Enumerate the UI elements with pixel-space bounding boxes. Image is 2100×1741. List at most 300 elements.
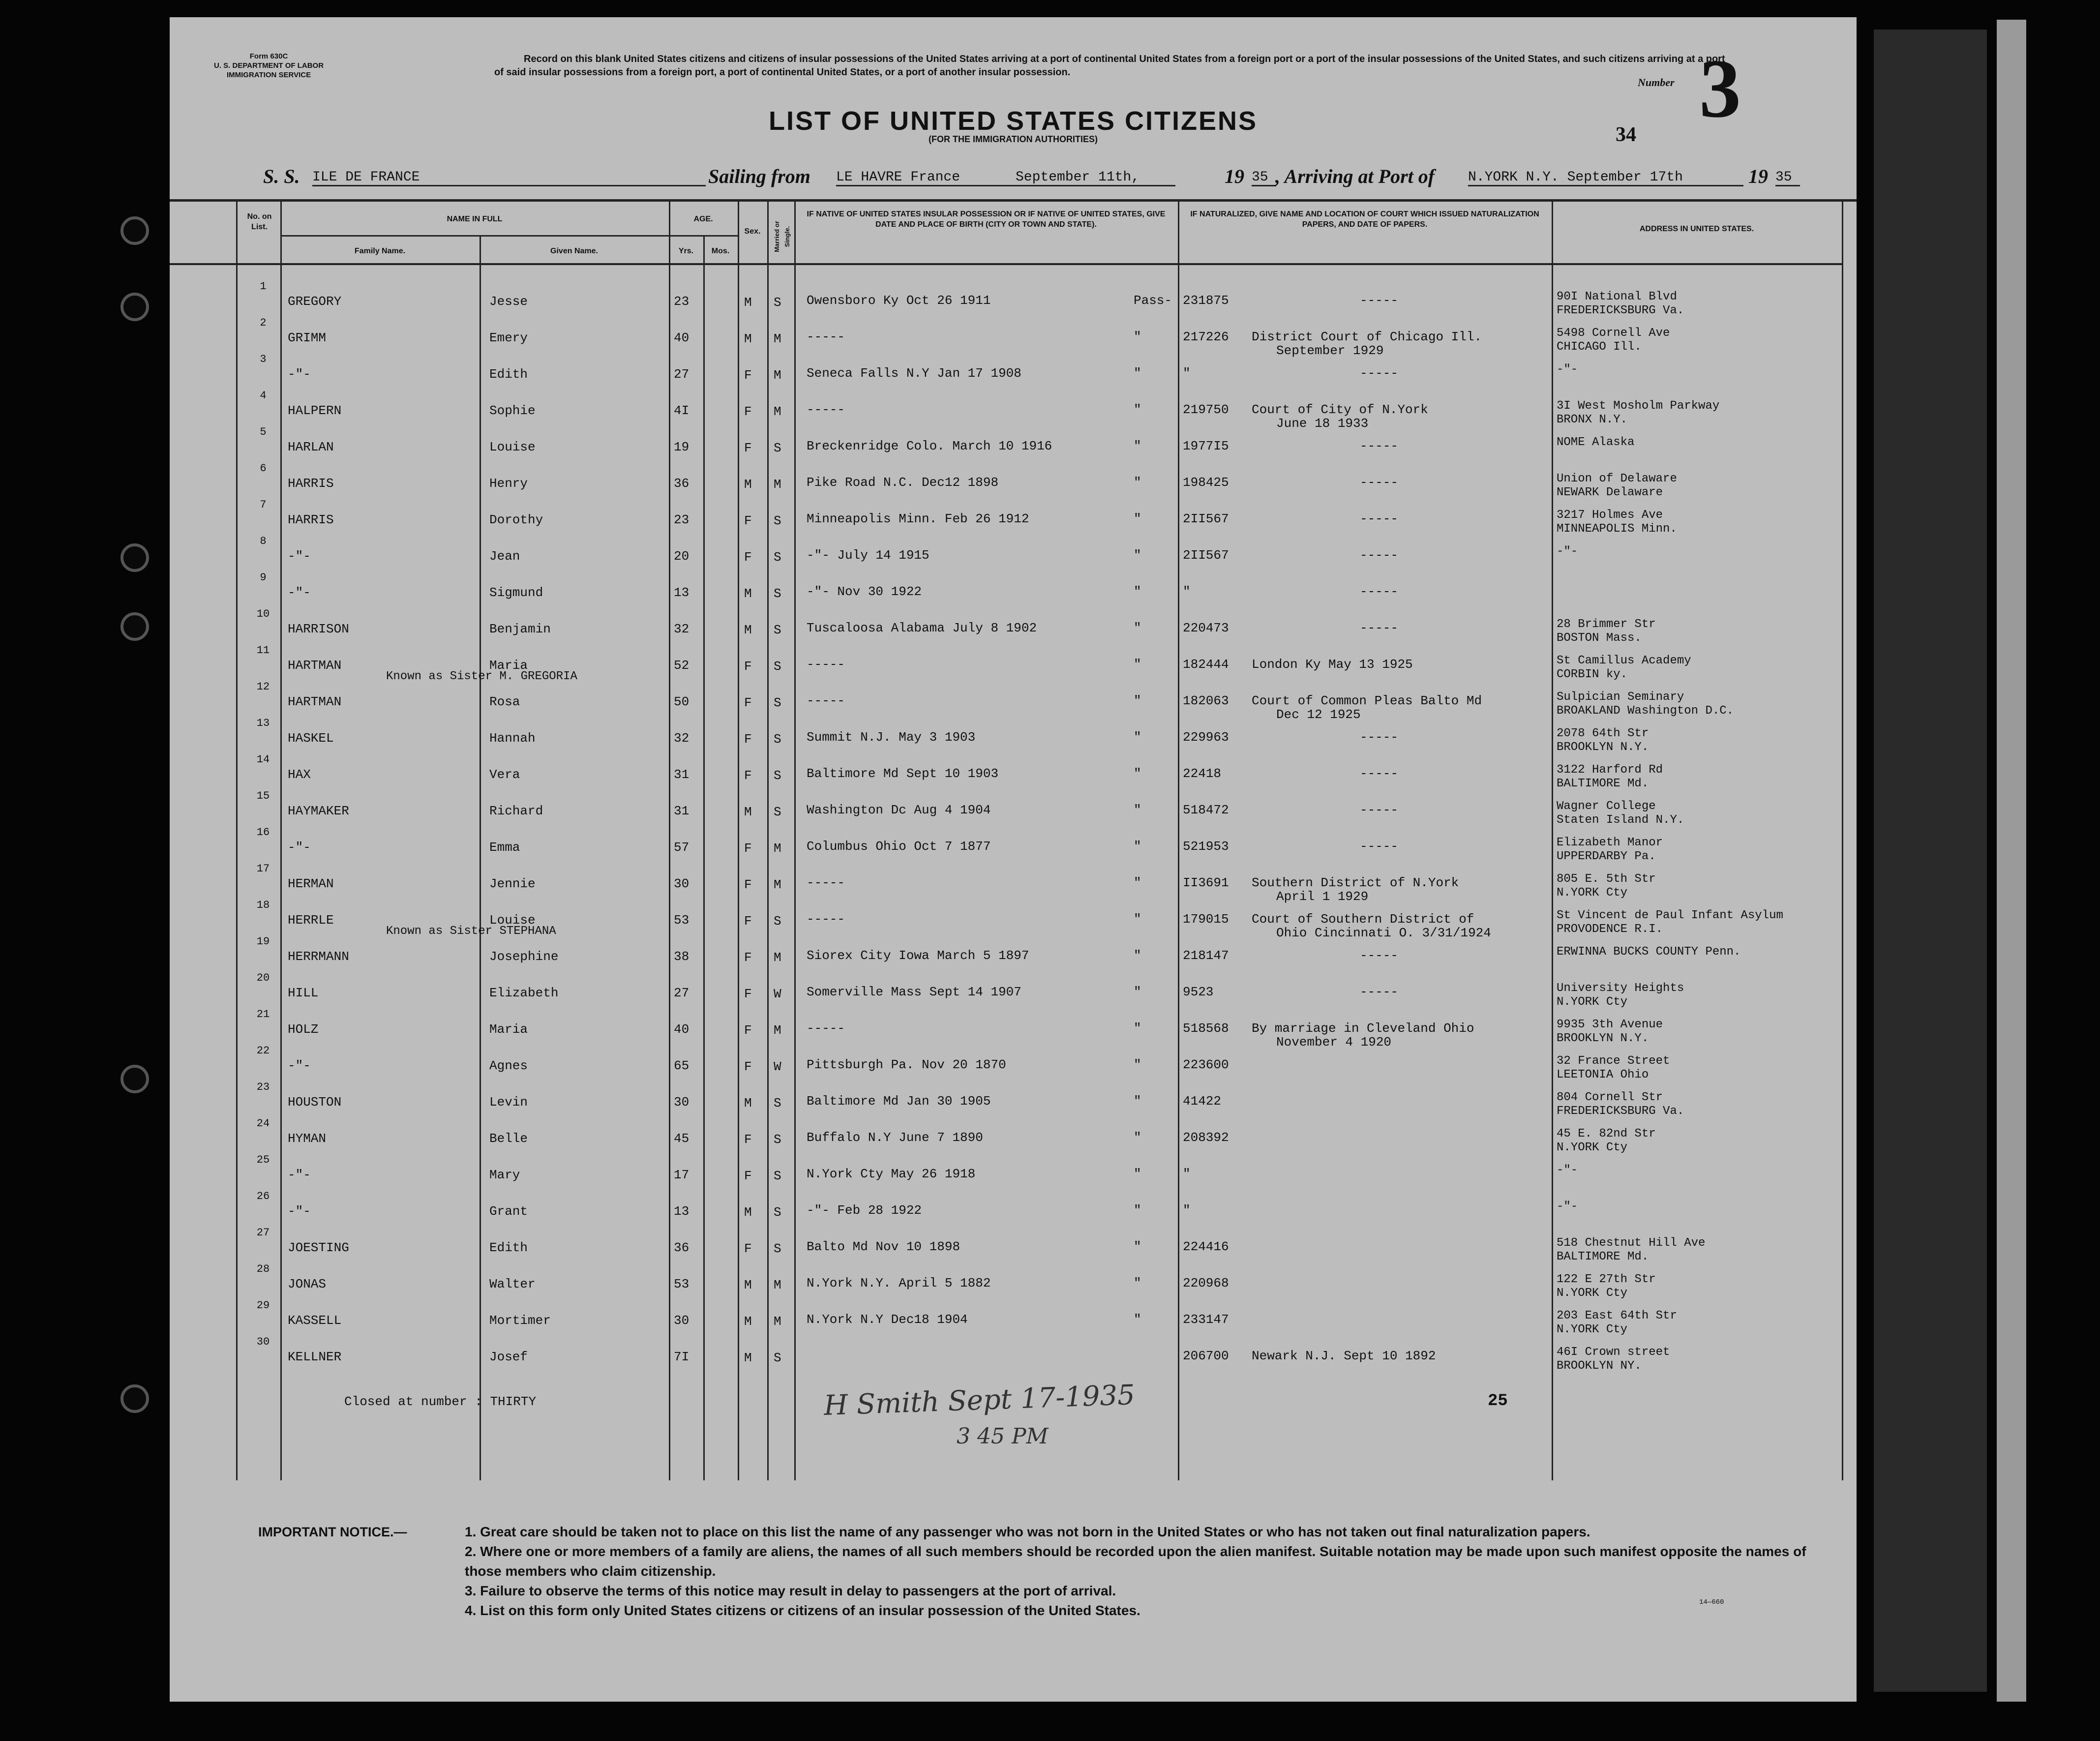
year-prefix: 19 <box>1748 165 1768 187</box>
court-details: London Ky May 13 1925 <box>1252 657 1413 672</box>
given-name: Richard <box>489 804 543 818</box>
table-row <box>170 1081 1857 1117</box>
row-number: 10 <box>256 608 270 620</box>
address-line1: 32 France Street <box>1557 1054 1670 1068</box>
address-line1: 804 Cornell Str <box>1557 1091 1663 1104</box>
court-details: ----- <box>1360 548 1399 563</box>
age-years: 4I <box>674 403 690 418</box>
family-name: -"- <box>288 549 311 564</box>
address-line2: BOSTON Mass. <box>1557 631 1642 645</box>
table-row <box>170 717 1857 753</box>
address-line1: Union of Delaware <box>1557 472 1677 485</box>
given-name: Maria <box>489 658 528 673</box>
footer-code: 14—660 <box>1699 1598 1724 1606</box>
married-single: M <box>774 841 781 856</box>
row-number: 7 <box>260 499 267 511</box>
table-row <box>170 1008 1857 1050</box>
notice-item: 1. Great care should be taken not to place on this list the name of any passenger who was not born in the United States or who has not taken out final naturalization papers. <box>465 1524 1590 1539</box>
address-line1: Wagner College <box>1557 800 1656 813</box>
punch-hole <box>120 612 149 641</box>
family-name: HARRIS <box>288 476 334 491</box>
row-number: 30 <box>256 1336 270 1348</box>
given-name: Mary <box>489 1168 520 1182</box>
age-years: 23 <box>674 294 690 309</box>
passport-mark: " <box>1134 511 1141 526</box>
page-number: 34 <box>1616 123 1636 146</box>
married-single: S <box>774 586 781 601</box>
row-number: 25 <box>256 1154 270 1166</box>
address-line1: 90I National Blvd <box>1557 290 1677 303</box>
court-details: Court of City of N.York <box>1252 402 1428 417</box>
table-row <box>170 1263 1857 1299</box>
family-name: HARRISON <box>288 622 349 636</box>
birthplace-date: ----- <box>807 402 845 417</box>
passport-mark: " <box>1134 1239 1141 1254</box>
birthplace-date: ----- <box>807 912 845 927</box>
sex: F <box>744 914 752 929</box>
age-years: 27 <box>674 986 690 1000</box>
married-single: S <box>774 1132 781 1147</box>
header-address: ADDRESS IN UNITED STATES. <box>1639 225 1754 233</box>
court-details-line2: April 1 1929 <box>1276 889 1369 904</box>
given-name: Jennie <box>489 876 536 891</box>
address-line2: BROOKLYN N.Y. <box>1557 1032 1649 1045</box>
important-notice <box>258 1522 1842 1621</box>
naturalization-number: 182063 <box>1183 693 1229 708</box>
address-line1: 518 Chestnut Hill Ave <box>1557 1236 1706 1250</box>
given-name: Grant <box>489 1204 528 1219</box>
family-name: HERRLE <box>288 913 334 928</box>
given-name: Edith <box>489 367 528 382</box>
birthplace-date: Washington Dc Aug 4 1904 <box>807 803 991 817</box>
age-years: 36 <box>674 1240 690 1255</box>
sex: M <box>744 477 752 492</box>
table-row <box>170 681 1857 722</box>
passport-mark: " <box>1134 803 1141 817</box>
sex: M <box>744 805 752 819</box>
married-single: W <box>774 987 781 1001</box>
known-as: Known as Sister M. GREGORIA <box>386 670 577 683</box>
married-single: S <box>774 1351 781 1365</box>
address-line1: -"- <box>1557 363 1578 376</box>
row-number: 4 <box>260 390 267 402</box>
birthplace-date: Minneapolis Minn. Feb 26 1912 <box>807 511 1029 526</box>
table-row <box>170 899 1857 940</box>
sex: M <box>744 295 752 310</box>
family-name: HALPERN <box>288 403 342 418</box>
known-as: Known as Sister STEPHANA <box>386 925 556 938</box>
naturalization-number: 217226 <box>1183 330 1229 344</box>
address-line2: N.YORK Cty <box>1557 1323 1628 1336</box>
passport-mark: " <box>1134 621 1141 635</box>
address-line2: Staten Island N.Y. <box>1557 813 1684 827</box>
naturalization-number: 223600 <box>1183 1057 1229 1072</box>
address-line2: N.YORK Cty <box>1557 995 1628 1009</box>
married-single: S <box>774 550 781 565</box>
naturalization-number: " <box>1183 1203 1191 1218</box>
sex: F <box>744 987 752 1001</box>
married-single: M <box>774 331 781 346</box>
naturalization-number: " <box>1183 366 1191 381</box>
naturalization-number: 518472 <box>1183 803 1229 817</box>
header-given: Given Name. <box>550 247 598 255</box>
court-details: Southern District of N.York <box>1252 875 1459 890</box>
scanner-edge-light <box>1997 20 2026 1702</box>
address-line1: NOME Alaska <box>1557 436 1635 449</box>
address-line1: 2078 64th Str <box>1557 727 1649 740</box>
family-name: GRIMM <box>288 330 327 345</box>
passport-mark: " <box>1134 657 1141 672</box>
birthplace-date: -"- Feb 28 1922 <box>807 1203 922 1218</box>
birthplace-date: ----- <box>807 693 845 708</box>
court-details: Newark N.J. Sept 10 1892 <box>1252 1349 1436 1363</box>
passport-mark: " <box>1134 766 1141 781</box>
page-subtitle: (FOR THE IMMIGRATION AUTHORITIES) <box>929 134 1098 144</box>
naturalization-number: 208392 <box>1183 1130 1229 1145</box>
birthplace-date: Baltimore Md Jan 30 1905 <box>807 1094 991 1109</box>
naturalization-number: 229963 <box>1183 730 1229 745</box>
table-row <box>170 462 1857 499</box>
court-details: ----- <box>1360 511 1399 526</box>
married-single: S <box>774 1241 781 1256</box>
court-details: ----- <box>1360 293 1399 308</box>
age-years: 32 <box>674 622 690 636</box>
given-name: Maria <box>489 1022 528 1037</box>
form-id-line: Form 630C <box>249 52 288 60</box>
court-details: ----- <box>1360 621 1399 635</box>
age-years: 30 <box>674 1313 690 1328</box>
naturalization-number: 521953 <box>1183 839 1229 854</box>
birthplace-date: Breckenridge Colo. March 10 1916 <box>807 439 1052 453</box>
passport-mark: " <box>1134 1130 1141 1145</box>
year-suffix: 35 <box>1252 170 1276 186</box>
row-number: 9 <box>260 571 267 584</box>
address-line1: -"- <box>1557 545 1578 558</box>
passport-mark: " <box>1134 548 1141 563</box>
table-row <box>170 644 1857 681</box>
row-number: 6 <box>260 462 267 475</box>
address-line2: BROAKLAND Washington D.C. <box>1557 704 1734 718</box>
address-line2: BROOKLYN N.Y. <box>1557 741 1649 754</box>
naturalization-number: 220473 <box>1183 621 1229 635</box>
table-row <box>170 1045 1857 1081</box>
row-number: 28 <box>256 1263 270 1275</box>
given-name: Elizabeth <box>489 986 559 1000</box>
given-name: Agnes <box>489 1058 528 1073</box>
row-number: 14 <box>256 753 270 766</box>
sex: M <box>744 1314 752 1329</box>
court-details: ----- <box>1360 766 1399 781</box>
passport-mark: " <box>1134 584 1141 599</box>
number-label: Number <box>1638 76 1675 89</box>
naturalization-number: 219750 <box>1183 402 1229 417</box>
sailing-label: Sailing from <box>708 165 810 187</box>
naturalization-number: 518568 <box>1183 1021 1229 1036</box>
sex: F <box>744 368 752 383</box>
passport-mark: " <box>1134 1203 1141 1218</box>
sex: M <box>744 331 752 346</box>
row-number: 29 <box>256 1299 270 1312</box>
header-family: Family Name. <box>354 247 406 255</box>
passport-mark: " <box>1134 1167 1141 1181</box>
naturalization-number: 224416 <box>1183 1239 1229 1254</box>
address-line2: N.YORK Cty <box>1557 1141 1628 1154</box>
birthplace-date: Baltimore Md Sept 10 1903 <box>807 766 999 781</box>
manifest-table <box>170 199 1857 1480</box>
naturalization-number: 1977I5 <box>1183 439 1229 453</box>
birthplace-date: Somerville Mass Sept 14 1907 <box>807 985 1021 999</box>
family-name: GREGORY <box>288 294 342 309</box>
married-single: S <box>774 295 781 310</box>
given-name: Dorothy <box>489 512 543 527</box>
notice-item: 4. List on this form only United States citizens or citizens of an insular possession of the United States. <box>465 1603 1140 1618</box>
given-name: Levin <box>489 1095 528 1110</box>
court-details: ----- <box>1360 803 1399 817</box>
court-details: ----- <box>1360 985 1399 999</box>
court-details-line2: Dec 12 1925 <box>1276 707 1361 722</box>
family-name: HAX <box>288 767 311 782</box>
court-details-line2: Ohio Cincinnati O. 3/31/1924 <box>1276 926 1491 940</box>
birthplace-date: N.York Cty May 26 1918 <box>807 1167 976 1181</box>
row-number: 27 <box>256 1227 270 1239</box>
family-name: HARLAN <box>288 440 334 454</box>
address-line1: 5498 Cornell Ave <box>1557 327 1670 340</box>
sex: F <box>744 877 752 892</box>
court-details: District Court of Chicago Ill. <box>1252 330 1482 344</box>
row-number: 12 <box>256 681 270 693</box>
address-line2: NEWARK Delaware <box>1557 486 1663 499</box>
family-name: HILL <box>288 986 319 1000</box>
header-age: AGE. <box>693 215 713 223</box>
header-naturalized: IF NATURALIZED, GIVE NAME AND LOCATION OF COURT WHICH ISSUED NATURALIZATION PAPERS, AND DATE OF PAPERS. <box>1190 210 1539 229</box>
row-number: 8 <box>260 535 267 547</box>
naturalization-number: 220968 <box>1183 1276 1229 1291</box>
birthplace-date: -"- July 14 1915 <box>807 548 930 563</box>
passport-mark: " <box>1134 839 1141 854</box>
birthplace-date: Siorex City Iowa March 5 1897 <box>807 948 1029 963</box>
naturalization-number: 2II567 <box>1183 548 1229 563</box>
court-details: Court of Common Pleas Balto Md <box>1252 693 1482 708</box>
table-row <box>170 499 1857 535</box>
header-married: Married or Single. <box>773 221 791 252</box>
row-number: 24 <box>256 1117 270 1130</box>
sex: F <box>744 1169 752 1183</box>
age-years: 65 <box>674 1058 690 1073</box>
age-years: 52 <box>674 658 690 673</box>
passport-mark: " <box>1134 1276 1141 1291</box>
court-details-line2: June 18 1933 <box>1276 416 1369 431</box>
court-details: Court of Southern District of <box>1252 912 1474 927</box>
married-single: S <box>774 441 781 455</box>
passport-mark: " <box>1134 730 1141 745</box>
address-line2: FREDERICKSBURG Va. <box>1557 1105 1684 1118</box>
sex: M <box>744 623 752 637</box>
row-number: 16 <box>256 826 270 839</box>
sex: F <box>744 1059 752 1074</box>
married-single: S <box>774 1096 781 1111</box>
row-number: 2 <box>260 317 267 329</box>
sex: F <box>744 441 752 455</box>
age-years: 13 <box>674 1204 690 1219</box>
married-single: M <box>774 950 781 965</box>
address-line2: BRONX N.Y. <box>1557 413 1628 426</box>
notice-item: 3. Failure to observe the terms of this notice may result in delay to passengers at the port of arrival. <box>465 1583 1116 1598</box>
age-years: 53 <box>674 913 690 928</box>
birthplace-date: Tuscaloosa Alabama July 8 1902 <box>807 621 1037 635</box>
birthplace-date: Balto Md Nov 10 1898 <box>807 1239 960 1254</box>
given-name: Josephine <box>489 949 559 964</box>
instructions: Record on this blank United States citizens and citizens of insular possessions of the United States arriving at a port of continental United States from a foreign port or a port of the insular possessions of the United States, and such citizens arriving at a port of said insular possessions from a foreign port, a port of continental United States, or a port of another insular possession. <box>494 54 1725 78</box>
punch-hole <box>120 293 149 321</box>
sex: F <box>744 1132 752 1147</box>
row-number: 18 <box>256 899 270 911</box>
age-years: 7I <box>674 1350 690 1364</box>
sex: M <box>744 1351 752 1365</box>
punch-hole <box>120 543 149 572</box>
sex: F <box>744 659 752 674</box>
address-line1: 3122 Harford Rd <box>1557 763 1663 777</box>
row-number: 5 <box>260 426 267 438</box>
family-name: HOLZ <box>288 1022 319 1037</box>
married-single: S <box>774 732 781 747</box>
age-years: 20 <box>674 549 690 564</box>
row-number: 11 <box>256 644 270 657</box>
birthplace-date: Pike Road N.C. Dec12 1898 <box>807 475 999 490</box>
sex: M <box>744 1096 752 1111</box>
signature: H Smith Sept 17-1935 <box>823 1379 1136 1422</box>
age-years: 40 <box>674 330 690 345</box>
birthplace-date: Columbus Ohio Oct 7 1877 <box>807 839 991 854</box>
age-years: 57 <box>674 840 690 855</box>
age-years: 30 <box>674 876 690 891</box>
given-name: Hannah <box>489 731 536 746</box>
passport-mark: " <box>1134 912 1141 927</box>
passport-mark: Pass- <box>1134 293 1172 308</box>
court-details: ----- <box>1360 948 1399 963</box>
table-row <box>170 390 1857 431</box>
family-name: HARTMAN <box>288 658 342 673</box>
age-years: 45 <box>674 1131 690 1146</box>
birthplace-date: Summit N.J. May 3 1903 <box>807 730 976 745</box>
table-row <box>170 317 1857 358</box>
passport-mark: " <box>1134 875 1141 890</box>
table-row <box>170 753 1857 790</box>
row-number: 1 <box>260 280 267 293</box>
passport-mark: " <box>1134 693 1141 708</box>
family-name: HAYMAKER <box>288 804 349 818</box>
table-row <box>170 1117 1857 1154</box>
given-name: Mortimer <box>489 1313 551 1328</box>
married-single: M <box>774 404 781 419</box>
naturalization-number: 218147 <box>1183 948 1229 963</box>
sex: F <box>744 1241 752 1256</box>
table-row <box>170 1336 1857 1372</box>
court-details: ----- <box>1360 839 1399 854</box>
address-line1: 46I Crown street <box>1557 1346 1670 1359</box>
family-name: HARRIS <box>288 512 334 527</box>
birthplace-date: ----- <box>807 875 845 890</box>
form-id-line: U. S. DEPARTMENT OF LABOR <box>214 61 324 70</box>
table-row <box>170 1154 1857 1190</box>
ship-name: ILE DE FRANCE <box>312 170 706 186</box>
married-single: S <box>774 1169 781 1183</box>
family-name: HOUSTON <box>288 1095 342 1110</box>
row-number: 22 <box>256 1045 270 1057</box>
row-number: 3 <box>260 353 267 365</box>
address-line1: 122 E 27th Str <box>1557 1273 1656 1286</box>
address-line2: LEETONIA Ohio <box>1557 1068 1649 1081</box>
punch-hole <box>120 216 149 245</box>
address-line2: CORBIN ky. <box>1557 668 1628 681</box>
passport-mark: " <box>1134 1312 1141 1327</box>
family-name: HERRMANN <box>288 949 349 964</box>
passport-mark: " <box>1134 1094 1141 1109</box>
married-single: S <box>774 513 781 528</box>
table-row <box>170 790 1857 826</box>
passport-mark: " <box>1134 366 1141 381</box>
age-years: 30 <box>674 1095 690 1110</box>
age-years: 13 <box>674 585 690 600</box>
address-line1: -"- <box>1557 1164 1578 1177</box>
address-line1: University Heights <box>1557 982 1684 995</box>
family-name: JOESTING <box>288 1240 349 1255</box>
birthplace-date: N.York N.Y. April 5 1882 <box>807 1276 991 1291</box>
punch-hole <box>120 1065 149 1093</box>
naturalization-number: 231875 <box>1183 293 1229 308</box>
sex: F <box>744 950 752 965</box>
row-number: 23 <box>256 1081 270 1093</box>
scanner-edge <box>1874 30 1987 1692</box>
row-number: 15 <box>256 790 270 802</box>
family-name: HERMAN <box>288 876 334 891</box>
married-single: S <box>774 695 781 710</box>
sex: F <box>744 841 752 856</box>
sex: M <box>744 586 752 601</box>
year-prefix: 19 <box>1225 165 1244 187</box>
given-name: Belle <box>489 1131 528 1146</box>
given-name: Louise <box>489 913 536 928</box>
birthplace-date: Seneca Falls N.Y Jan 17 1908 <box>807 366 1021 381</box>
family-name: -"- <box>288 367 311 382</box>
passport-mark: " <box>1134 948 1141 963</box>
married-single: M <box>774 877 781 892</box>
married-single: S <box>774 659 781 674</box>
passport-mark: " <box>1134 439 1141 453</box>
given-name: Jesse <box>489 294 528 309</box>
table-row <box>170 1190 1857 1227</box>
address-line2: MINNEAPOLIS Minn. <box>1557 522 1677 536</box>
court-details: ----- <box>1360 439 1399 453</box>
address-line1: 3I West Mosholm Parkway <box>1557 399 1720 413</box>
address-line2: UPPERDARBY Pa. <box>1557 850 1656 863</box>
married-single: M <box>774 477 781 492</box>
form-id-line: IMMIGRATION SERVICE <box>226 71 311 79</box>
table-row <box>170 863 1857 904</box>
header-no: No. on List. <box>247 212 272 231</box>
sex: M <box>744 1205 752 1220</box>
year-suffix: 35 <box>1775 170 1800 186</box>
court-details: By marriage in Cleveland Ohio <box>1252 1021 1474 1036</box>
table-row <box>170 972 1857 1008</box>
family-name: JONAS <box>288 1277 327 1291</box>
address-line1: Elizabeth Manor <box>1557 836 1663 849</box>
family-name: KASSELL <box>288 1313 342 1328</box>
page-title: LIST OF UNITED STATES CITIZENS <box>769 106 1258 136</box>
married-single: S <box>774 805 781 819</box>
address-line2: N.YORK Cty <box>1557 886 1628 900</box>
age-years: 38 <box>674 949 690 964</box>
table-row <box>170 826 1857 863</box>
